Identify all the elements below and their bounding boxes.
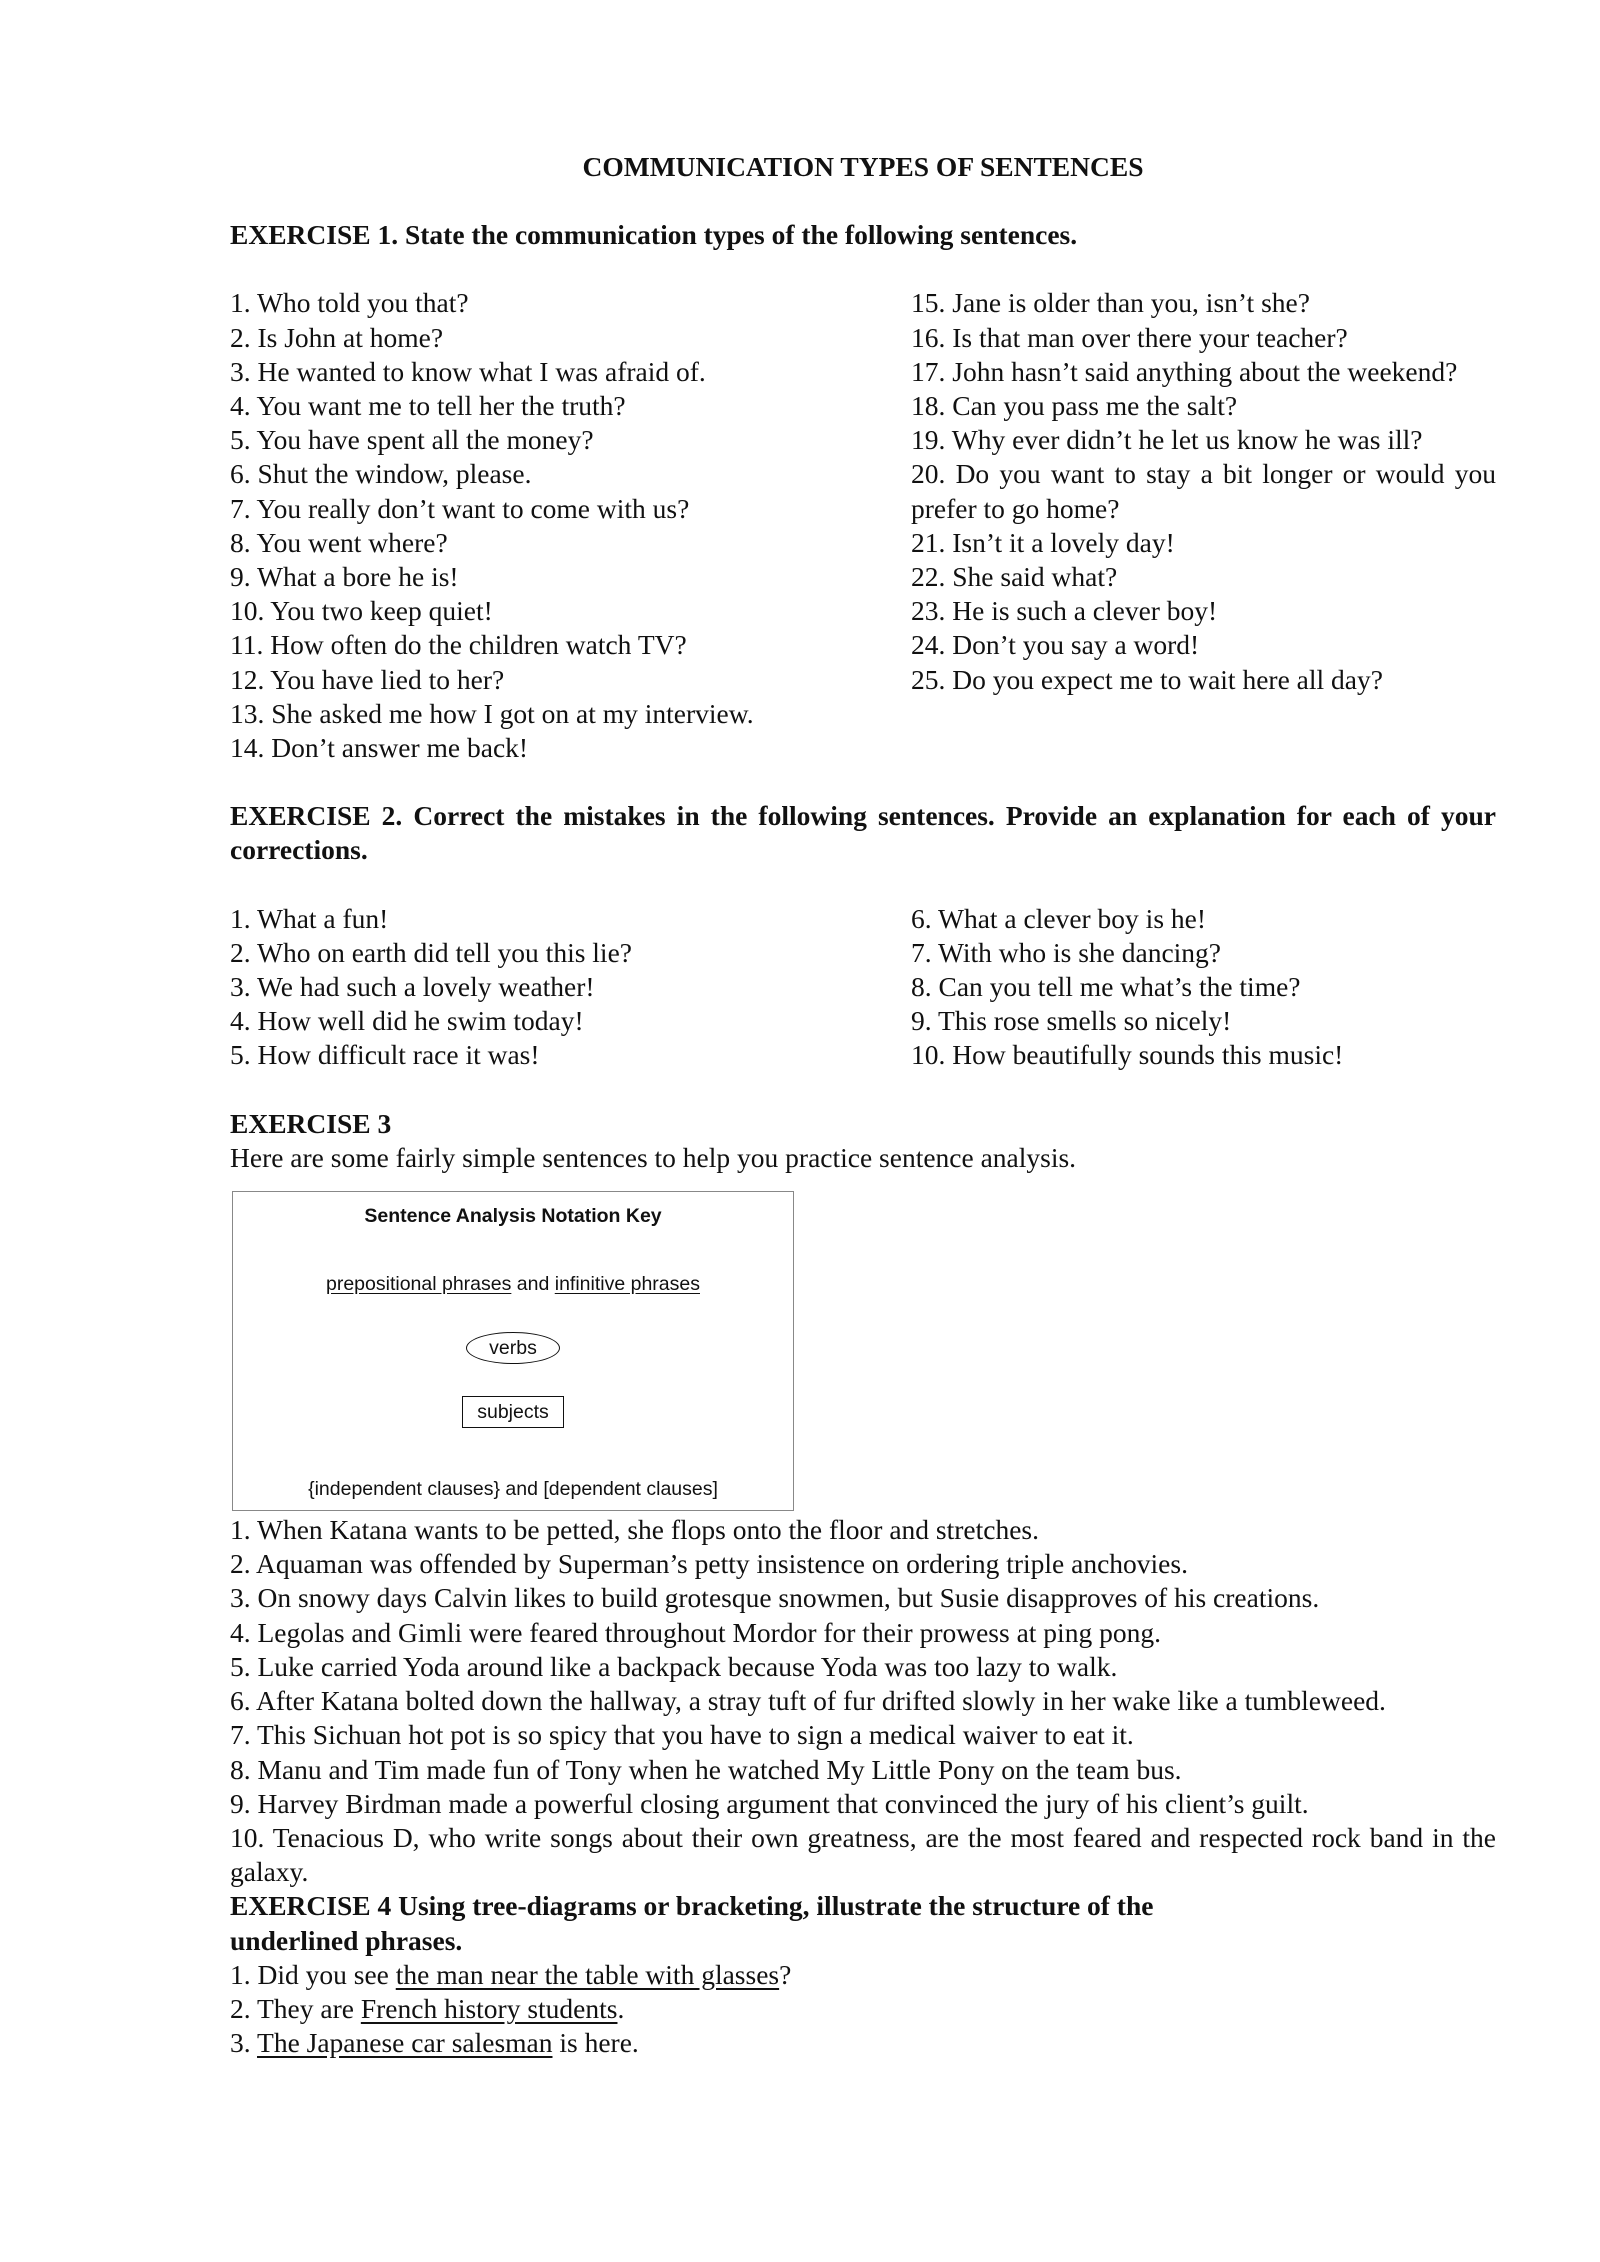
exercise2-heading: EXERCISE 2. Correct the mistakes in the following sentences. Provide an explanation for each of your corrections. [230, 800, 1496, 866]
notation-key-phrases [233, 1272, 793, 1296]
exercise1-left-column [230, 286, 815, 765]
exercise2-item: 1. What a fun! [230, 902, 389, 934]
exercise1-item: 8. You went where? [230, 526, 448, 558]
verbs-oval-label: verbs [466, 1332, 560, 1364]
notation-key-verbs [233, 1332, 793, 1364]
exercise4-item-prefix: 1. Did you see [230, 1958, 396, 1990]
exercise4-heading-line1: EXERCISE 4 Using tree-diagrams or bracketing, illustrate the structure of the [230, 1890, 1154, 1922]
exercise3-sentence: 9. Harvey Birdman made a powerful closing argument that convinced the jury of his client’s guilt. [230, 1787, 1309, 1819]
exercise1-item: 24. Don’t you say a word! [911, 629, 1200, 661]
exercise1-item: 12. You have lied to her? [230, 663, 505, 695]
exercise2-item: 3. We had such a lovely weather! [230, 971, 595, 1003]
exercise4-item-suffix: ? [779, 1958, 792, 1990]
exercise1-heading: EXERCISE 1. State the communication types of the following sentences. [230, 219, 1078, 251]
exercise3-sentence: 8. Manu and Tim made fun of Tony when he watched My Little Pony on the team bus. [230, 1753, 1182, 1785]
exercise1-item: 19. Why ever didn’t he let us know he was ill? [911, 424, 1423, 456]
notation-key-subjects [233, 1396, 793, 1428]
exercise1-right-column [911, 286, 1496, 765]
notation-key-box [232, 1191, 794, 1511]
exercise4-item-prefix: 3. [230, 2027, 258, 2059]
exercise4-item [230, 1992, 1496, 2026]
exercise3-sentence: 2. Aquaman was offended by Superman’s petty insistence on ordering triple anchovies. [230, 1548, 1188, 1580]
exercise1-item: 11. How often do the children watch TV? [230, 629, 687, 661]
exercise2-item: 10. How beautifully sounds this music! [911, 1039, 1344, 1071]
exercise1-columns [230, 286, 1496, 765]
underlined-phrase: The Japanese car salesman [257, 2027, 553, 2059]
infinitive-phrases-label: infinitive phrases [554, 1273, 700, 1296]
exercise4-heading-line2: underlined phrases. [230, 1924, 463, 1956]
exercise1-item: 1. Who told you that? [230, 287, 469, 319]
exercise3-sentence: 4. Legolas and Gimli were feared throughout Mordor for their prowess at ping pong. [230, 1616, 1161, 1648]
exercise2-item: 4. How well did he swim today! [230, 1005, 584, 1037]
exercise3-sentence: 10. Tenacious D, who write songs about their own greatness, are the most feared and respected rock band in the galaxy. [230, 1821, 1496, 1888]
exercise1-item: 13. She asked me how I got on at my interview. [230, 697, 754, 729]
exercise1-item: 2. Is John at home? [230, 321, 444, 353]
exercise1-item: 23. He is such a clever boy! [911, 595, 1218, 627]
exercise3-sentence: 5. Luke carried Yoda around like a backpack because Yoda was too lazy to walk. [230, 1650, 1118, 1682]
exercise1-item: 18. Can you pass me the salt? [911, 390, 1238, 422]
exercise4-item [230, 2026, 1496, 2060]
document-content [230, 150, 1496, 2060]
exercise4-item [230, 1958, 1496, 1992]
prepositional-phrases-label: prepositional phrases [325, 1273, 512, 1296]
exercise1-item: 3. He wanted to know what I was afraid of. [230, 355, 706, 387]
exercise4-item-suffix: . [617, 1992, 625, 2024]
exercise1-item: 6. Shut the window, please. [230, 458, 532, 490]
exercise2-item: 9. This rose smells so nicely! [911, 1005, 1232, 1037]
document-title: COMMUNICATION TYPES OF SENTENCES [582, 151, 1144, 182]
exercise1-item: 16. Is that man over there your teacher? [911, 321, 1348, 353]
exercise3-sentence: 7. This Sichuan hot pot is so spicy that you have to sign a medical waiver to eat it. [230, 1719, 1134, 1751]
exercise2-left-column [230, 902, 815, 1073]
underlined-phrase: French history students [360, 1992, 618, 2024]
notation-key-title: Sentence Analysis Notation Key [364, 1205, 662, 1228]
exercise1-item: 14. Don’t answer me back! [230, 732, 529, 764]
exercise2-right-column [911, 902, 1496, 1073]
notation-key-clauses: {independent clauses} and [dependent clauses] [308, 1478, 718, 1501]
exercise4-item-prefix: 2. They are [230, 1992, 361, 2024]
exercise1-item: 4. You want me to tell her the truth? [230, 390, 626, 422]
exercise3-heading: EXERCISE 3 [230, 1107, 392, 1139]
exercise1-item: 17. John hasn’t said anything about the weekend? [911, 355, 1458, 387]
exercise1-item: 20. Do you want to stay a bit longer or would you prefer to go home? [911, 458, 1496, 524]
exercise2-item: 2. Who on earth did tell you this lie? [230, 936, 632, 968]
exercise3-sentence: 1. When Katana wants to be petted, she flops onto the floor and stretches. [230, 1514, 1039, 1546]
exercise2-item: 7. With who is she dancing? [911, 936, 1222, 968]
exercise2-item: 6. What a clever boy is he! [911, 902, 1207, 934]
exercise4-item-suffix: is here. [552, 2027, 639, 2059]
exercise1-item: 10. You two keep quiet! [230, 595, 493, 627]
exercise3-intro: Here are some fairly simple sentences to help you practice sentence analysis. [230, 1141, 1077, 1173]
exercise2-columns [230, 902, 1496, 1073]
exercise3-sentence: 6. After Katana bolted down the hallway, a stray tuft of fur drifted slowly in her wake like a tumbleweed. [230, 1685, 1386, 1717]
exercise1-item: 25. Do you expect me to wait here all day? [911, 663, 1383, 695]
underlined-phrase: the man near the table with glasses [395, 1958, 780, 1990]
exercise2-item: 8. Can you tell me what’s the time? [911, 971, 1301, 1003]
exercise1-item: 5. You have spent all the money? [230, 424, 594, 456]
exercise2-item: 5. How difficult race it was! [230, 1039, 540, 1071]
exercise1-item: 9. What a bore he is! [230, 561, 459, 593]
and-label: and [516, 1273, 550, 1296]
exercise1-item: 22. She said what? [911, 561, 1118, 593]
subjects-box-label: subjects [462, 1396, 564, 1428]
exercise1-item: 21. Isn’t it a lovely day! [911, 526, 1175, 558]
exercise1-item: 15. Jane is older than you, isn’t she? [911, 287, 1310, 319]
exercise1-item: 7. You really don’t want to come with us? [230, 492, 690, 524]
exercise3-sentence: 3. On snowy days Calvin likes to build grotesque snowmen, but Susie disapproves of his creations. [230, 1582, 1320, 1614]
